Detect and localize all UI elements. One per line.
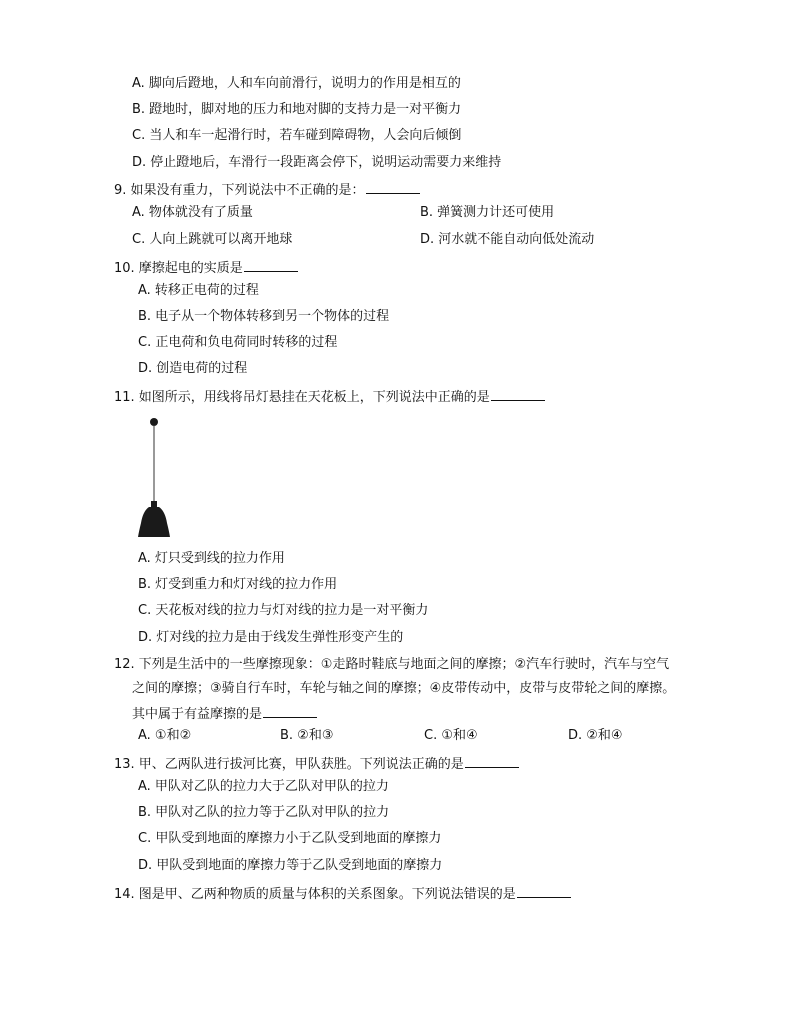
q14-stem <box>114 884 571 902</box>
q12-option-c: C. ①和④ <box>424 728 478 743</box>
q9-option-a: A. 物体就没有了质量 <box>132 205 253 220</box>
q13-stem-text: 13. 甲、乙两队进行拔河比赛，甲队获胜。下列说法正确的是 <box>114 757 464 772</box>
ceiling-mount <box>150 418 158 426</box>
q11-stem <box>114 387 545 405</box>
q9-stem <box>114 180 420 198</box>
q10-stem-text: 10. 摩擦起电的实质是 <box>114 261 243 276</box>
hanging-lamp-figure <box>130 415 180 540</box>
q8-option-c: C. 当人和车一起滑行时，若车碰到障碍物，人会向后倾倒 <box>132 128 462 143</box>
q9-option-d: D. 河水就不能自动向低处流动 <box>420 232 595 247</box>
q12-stem-line-1: 12. 下列是生活中的一些摩擦现象：①走路时鞋底与地面之间的摩擦；②汽车行驶时，汽车与空气 <box>114 657 670 672</box>
q9-option-b: B. 弹簧测力计还可使用 <box>420 205 555 220</box>
answer-blank <box>366 180 420 194</box>
q13-option-a: A. 甲队对乙队的拉力大于乙队对甲队的拉力 <box>138 779 389 794</box>
lamp-socket <box>151 501 157 507</box>
answer-blank <box>244 258 298 272</box>
answer-blank <box>517 884 571 898</box>
q11-option-a: A. 灯只受到线的拉力作用 <box>138 551 285 566</box>
q8-option-a: A. 脚向后蹬地，人和车向前滑行，说明力的作用是相互的 <box>132 76 461 91</box>
q8-option-b: B. 蹬地时，脚对地的压力和地对脚的支持力是一对平衡力 <box>132 102 462 117</box>
q10-option-d: D. 创造电荷的过程 <box>138 361 248 376</box>
q9-option-c: C. 人向上跳就可以离开地球 <box>132 232 293 247</box>
q12-stem-line-2: 之间的摩擦；③骑自行车时，车轮与轴之间的摩擦；④皮带传动中，皮带与皮带轮之间的摩擦。 <box>132 681 676 696</box>
answer-blank <box>491 387 545 401</box>
q14-stem-text: 14. 图是甲、乙两种物质的质量与体积的关系图象。下列说法错误的是 <box>114 887 516 902</box>
q11-stem-text: 11. 如图所示，用线将吊灯悬挂在天花板上，下列说法中正确的是 <box>114 390 490 405</box>
q12-option-d: D. ②和④ <box>568 728 623 743</box>
q10-stem <box>114 258 298 276</box>
q9-stem-text: 9. 如果没有重力，下列说法中不正确的是： <box>114 183 365 198</box>
answer-blank <box>465 754 519 768</box>
answer-blank <box>263 704 317 718</box>
q8-option-d: D. 停止蹬地后，车滑行一段距离会停下，说明运动需要力来维持 <box>132 155 502 170</box>
q13-stem <box>114 754 519 772</box>
q13-option-c: C. 甲队受到地面的摩擦力小于乙队受到地面的摩擦力 <box>138 831 442 846</box>
q11-option-d: D. 灯对线的拉力是由于线发生弹性形变产生的 <box>138 630 404 645</box>
q10-option-b: B. 电子从一个物体转移到另一个物体的过程 <box>138 309 390 324</box>
q12-option-a: A. ①和② <box>138 728 192 743</box>
lamp-shade <box>138 507 170 537</box>
q11-option-b: B. 灯受到重力和灯对线的拉力作用 <box>138 577 338 592</box>
q12-stem-line-3 <box>132 704 317 722</box>
q12-stem-line-3-text: 其中属于有益摩擦的是 <box>132 707 263 722</box>
q13-option-b: B. 甲队对乙队的拉力等于乙队对甲队的拉力 <box>138 805 390 820</box>
q10-option-a: A. 转移正电荷的过程 <box>138 283 259 298</box>
q13-option-d: D. 甲队受到地面的摩擦力等于乙队受到地面的摩擦力 <box>138 858 443 873</box>
q11-option-c: C. 天花板对线的拉力与灯对线的拉力是一对平衡力 <box>138 603 429 618</box>
q12-option-b: B. ②和③ <box>280 728 334 743</box>
q10-option-c: C. 正电荷和负电荷同时转移的过程 <box>138 335 338 350</box>
